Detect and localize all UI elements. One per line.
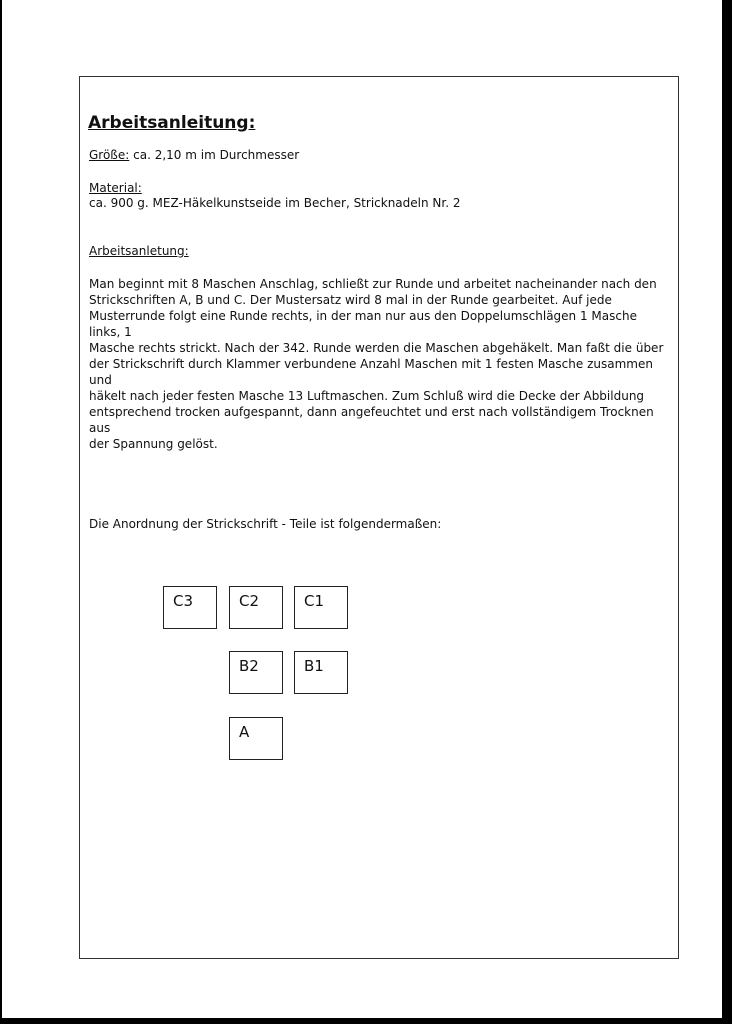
chart-box-c3: C3 [163,586,217,629]
instructions-line: Masche rechts strickt. Nach der 342. Runde werden die Maschen abgehäkelt. Man faßt die über [89,341,664,355]
document-page [79,76,679,959]
right-scan-border [722,0,732,1024]
arrangement-text: Die Anordnung der Strickschrift - Teile ist folgendermaßen: [89,517,442,531]
instructions-line: Man beginnt mit 8 Maschen Anschlag, schließt zur Runde und arbeitet nacheinander nach den [89,277,657,291]
instructions-line: der Strickschrift durch Klammer verbundene Anzahl Maschen mit 1 festen Masche zusammen und [89,357,653,387]
instructions-line: entsprechend trocken aufgespannt, dann angefeuchtet und erst nach vollständigem Trocknen aus [89,405,654,435]
left-edge-border [0,0,2,1024]
size-label: Größe: [89,148,130,162]
chart-box-c2: C2 [229,586,283,629]
chart-box-b1: B1 [294,651,348,694]
instructions-line: Musterrunde folgt eine Runde rechts, in der man nur aus den Doppelumschlägen 1 Masche links, 1 [89,309,637,339]
instructions-line: der Spannung gelöst. [89,437,218,451]
size-line [89,147,299,163]
instructions-line: häkelt nach jeder festen Masche 13 Luftmaschen. Zum Schluß wird die Decke der Abbildung [89,389,645,403]
instructions-line: Strickschriften A, B und C. Der Mustersatz wird 8 mal in der Runde gearbeitet. Auf jede [89,293,612,307]
chart-box-b2: B2 [229,651,283,694]
size-value: ca. 2,10 m im Durchmesser [129,148,300,162]
bottom-scan-border [0,1018,732,1024]
chart-box-c1: C1 [294,586,348,629]
material-value: ca. 900 g. MEZ-Häkelkunstseide im Becher, Stricknadeln Nr. 2 [89,196,461,210]
instructions-heading: Arbeitsanletung: [89,244,189,258]
material-label: Material: [89,181,142,195]
document-title: Arbeitsanleitung: [88,113,256,133]
chart-box-a: A [229,717,283,760]
instructions-paragraph [89,276,671,452]
